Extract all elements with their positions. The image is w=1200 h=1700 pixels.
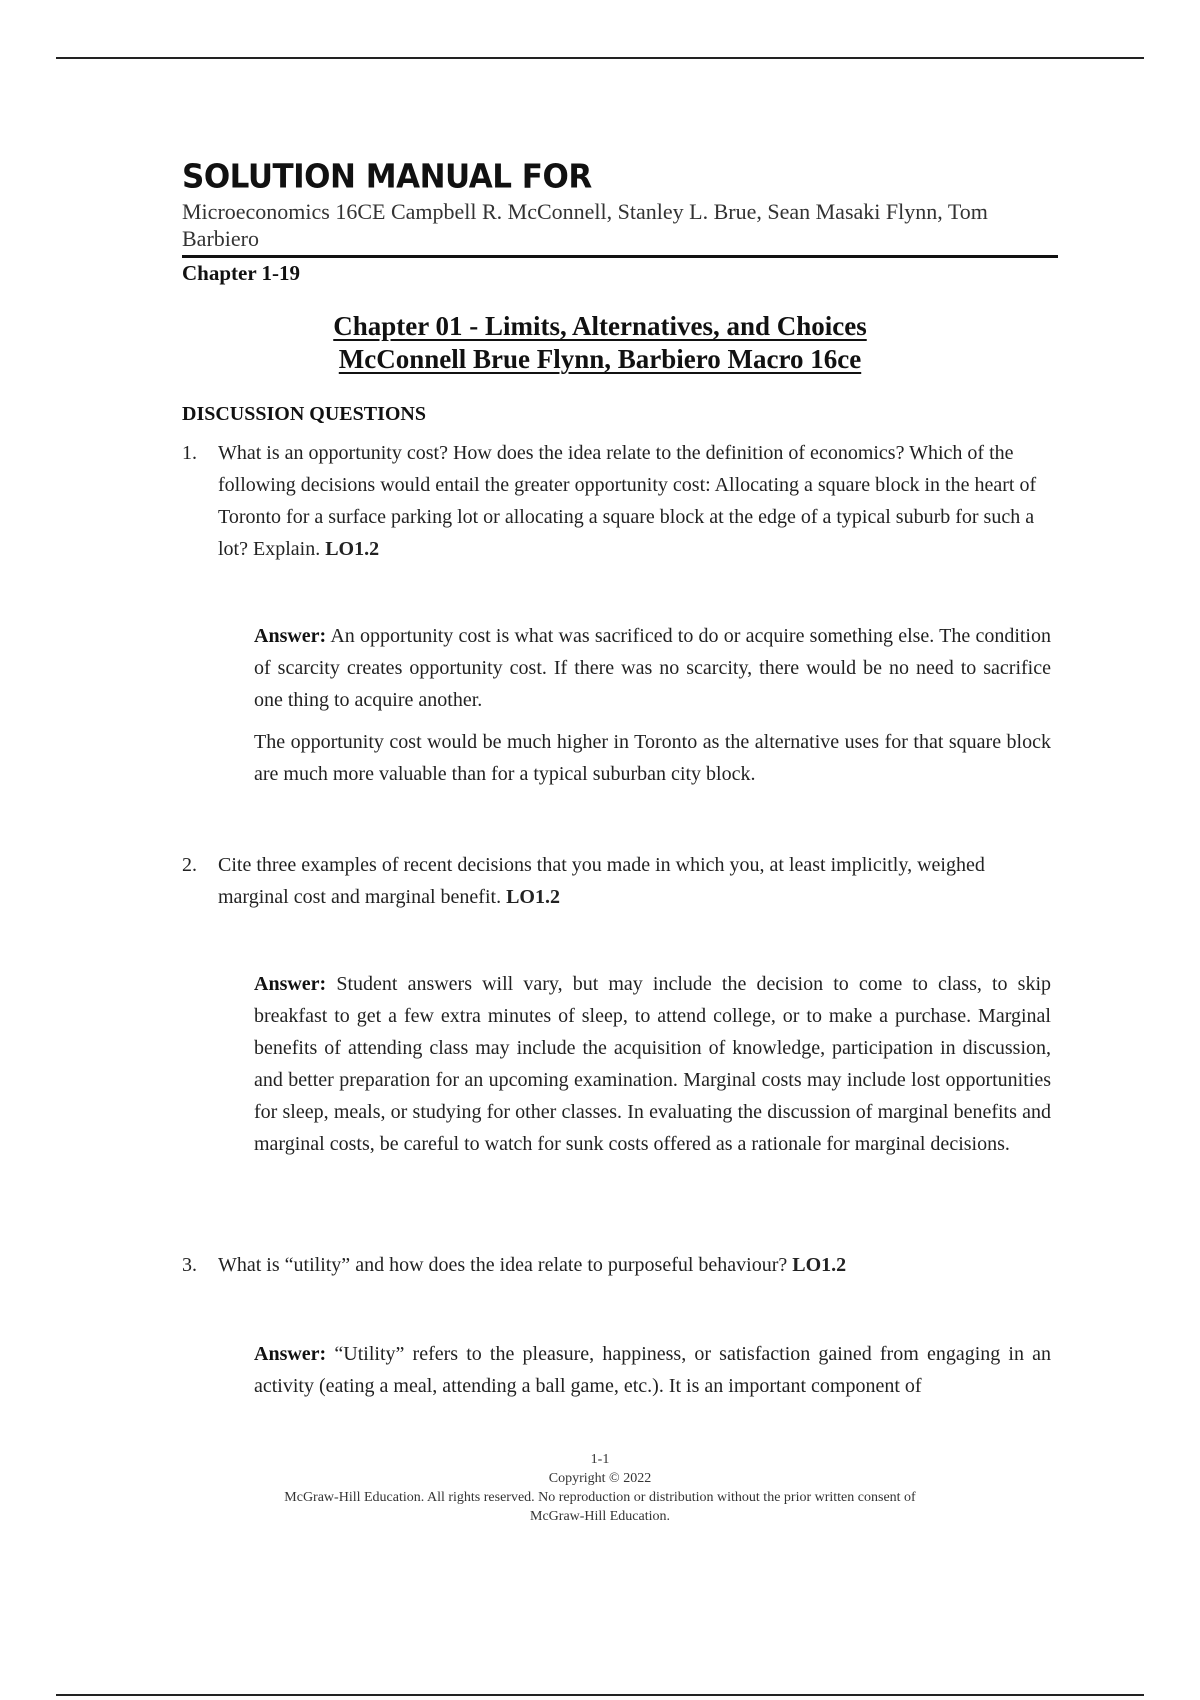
question-body: Cite three examples of recent decisions that you made in which you, at least implicitly, weighed marginal cost and marginal benefit. [218, 854, 985, 908]
section-heading: DISCUSSION QUESTIONS [182, 403, 426, 425]
learning-objective: LO1.2 [325, 538, 380, 560]
answer-label: Answer: [254, 625, 327, 647]
answer-paragraph [254, 1338, 1051, 1402]
answer-text: Student answers will vary, but may include the decision to come to class, to skip breakfast to get a few extra minutes of sleep, to attend college, or to make a purchase. Marginal benefits of attending class may include the acquisition of knowledge, participation in discussion, and better preparation for an upcoming examination. Marginal costs may include lost opportunities for sleep, meals, or studying for other classes. In evaluating the discussion of marginal benefits and marginal costs, be careful to watch for sunk costs offered as a rationale for marginal decisions. [254, 973, 1052, 1155]
answer-paragraph [254, 968, 1051, 1160]
question-number: 2. [182, 854, 197, 876]
chapter-range: Chapter 1-19 [182, 261, 301, 285]
document-header [182, 158, 1058, 288]
question-text [218, 1249, 1058, 1281]
question-1 [182, 437, 1058, 565]
rights-notice: McGraw-Hill Education. All rights reserved. No reproduction or distribution without the prior written consent of [284, 1490, 916, 1505]
page-number: 1-1 [590, 1452, 610, 1467]
top-rule [56, 57, 1144, 59]
chapter-subtitle: McConnell Brue Flynn, Barbiero Macro 16ce [338, 344, 862, 374]
question-number: 1. [182, 442, 197, 464]
learning-objective: LO1.2 [506, 886, 560, 908]
manual-title: SOLUTION MANUAL FOR [182, 158, 592, 196]
question-body: What is an opportunity cost? How does the idea relate to the definition of economics? Which of the following decisions would entail the greater opportunity cost: Allocating a square block in the heart of Toronto for a surface parking lot or allocating a square block at the edge of a typical suburb for such a lot? Explain. [218, 442, 1037, 560]
learning-objective: LO1.2 [792, 1254, 847, 1276]
question-text [218, 849, 1058, 913]
question-2 [182, 849, 1058, 913]
question-text [218, 437, 1058, 565]
chapter-heading [0, 310, 1200, 376]
bottom-rule [56, 1694, 1144, 1696]
answer-label: Answer: [254, 973, 327, 995]
answer-2 [254, 968, 1051, 1170]
page-footer [0, 1450, 1200, 1526]
answer-label: Answer: [254, 1343, 327, 1365]
answer-text: An opportunity cost is what was sacrificed to do or acquire something else. The condition of scarcity creates opportunity cost. If there was no scarcity, there would be no need to sacrifice one thing to acquire another. [254, 625, 1051, 711]
answer-paragraph [254, 620, 1051, 716]
answer-3 [254, 1338, 1051, 1412]
question-body: What is “utility” and how does the idea relate to purposeful behaviour? [218, 1254, 788, 1276]
chapter-title: Chapter 01 - Limits, Alternatives, and Choices [333, 311, 867, 341]
publisher-name: McGraw-Hill Education. [530, 1509, 670, 1524]
answer-text: “Utility” refers to the pleasure, happiness, or satisfaction gained from engaging in an activity (eating a meal, attending a ball game, etc.). It is an important component of [254, 1343, 1052, 1397]
answer-1 [254, 620, 1051, 800]
answer-paragraph: The opportunity cost would be much higher in Toronto as the alternative uses for that square block are much more valuable than for a typical suburban city block. [254, 731, 1051, 785]
question-3 [182, 1249, 1058, 1281]
copyright-notice: Copyright © 2022 [548, 1471, 652, 1486]
question-number: 3. [182, 1254, 197, 1276]
book-info: Microeconomics 16CE Campbell R. McConnell, Stanley L. Brue, Sean Masaki Flynn, Tom Barbiero [182, 199, 988, 251]
